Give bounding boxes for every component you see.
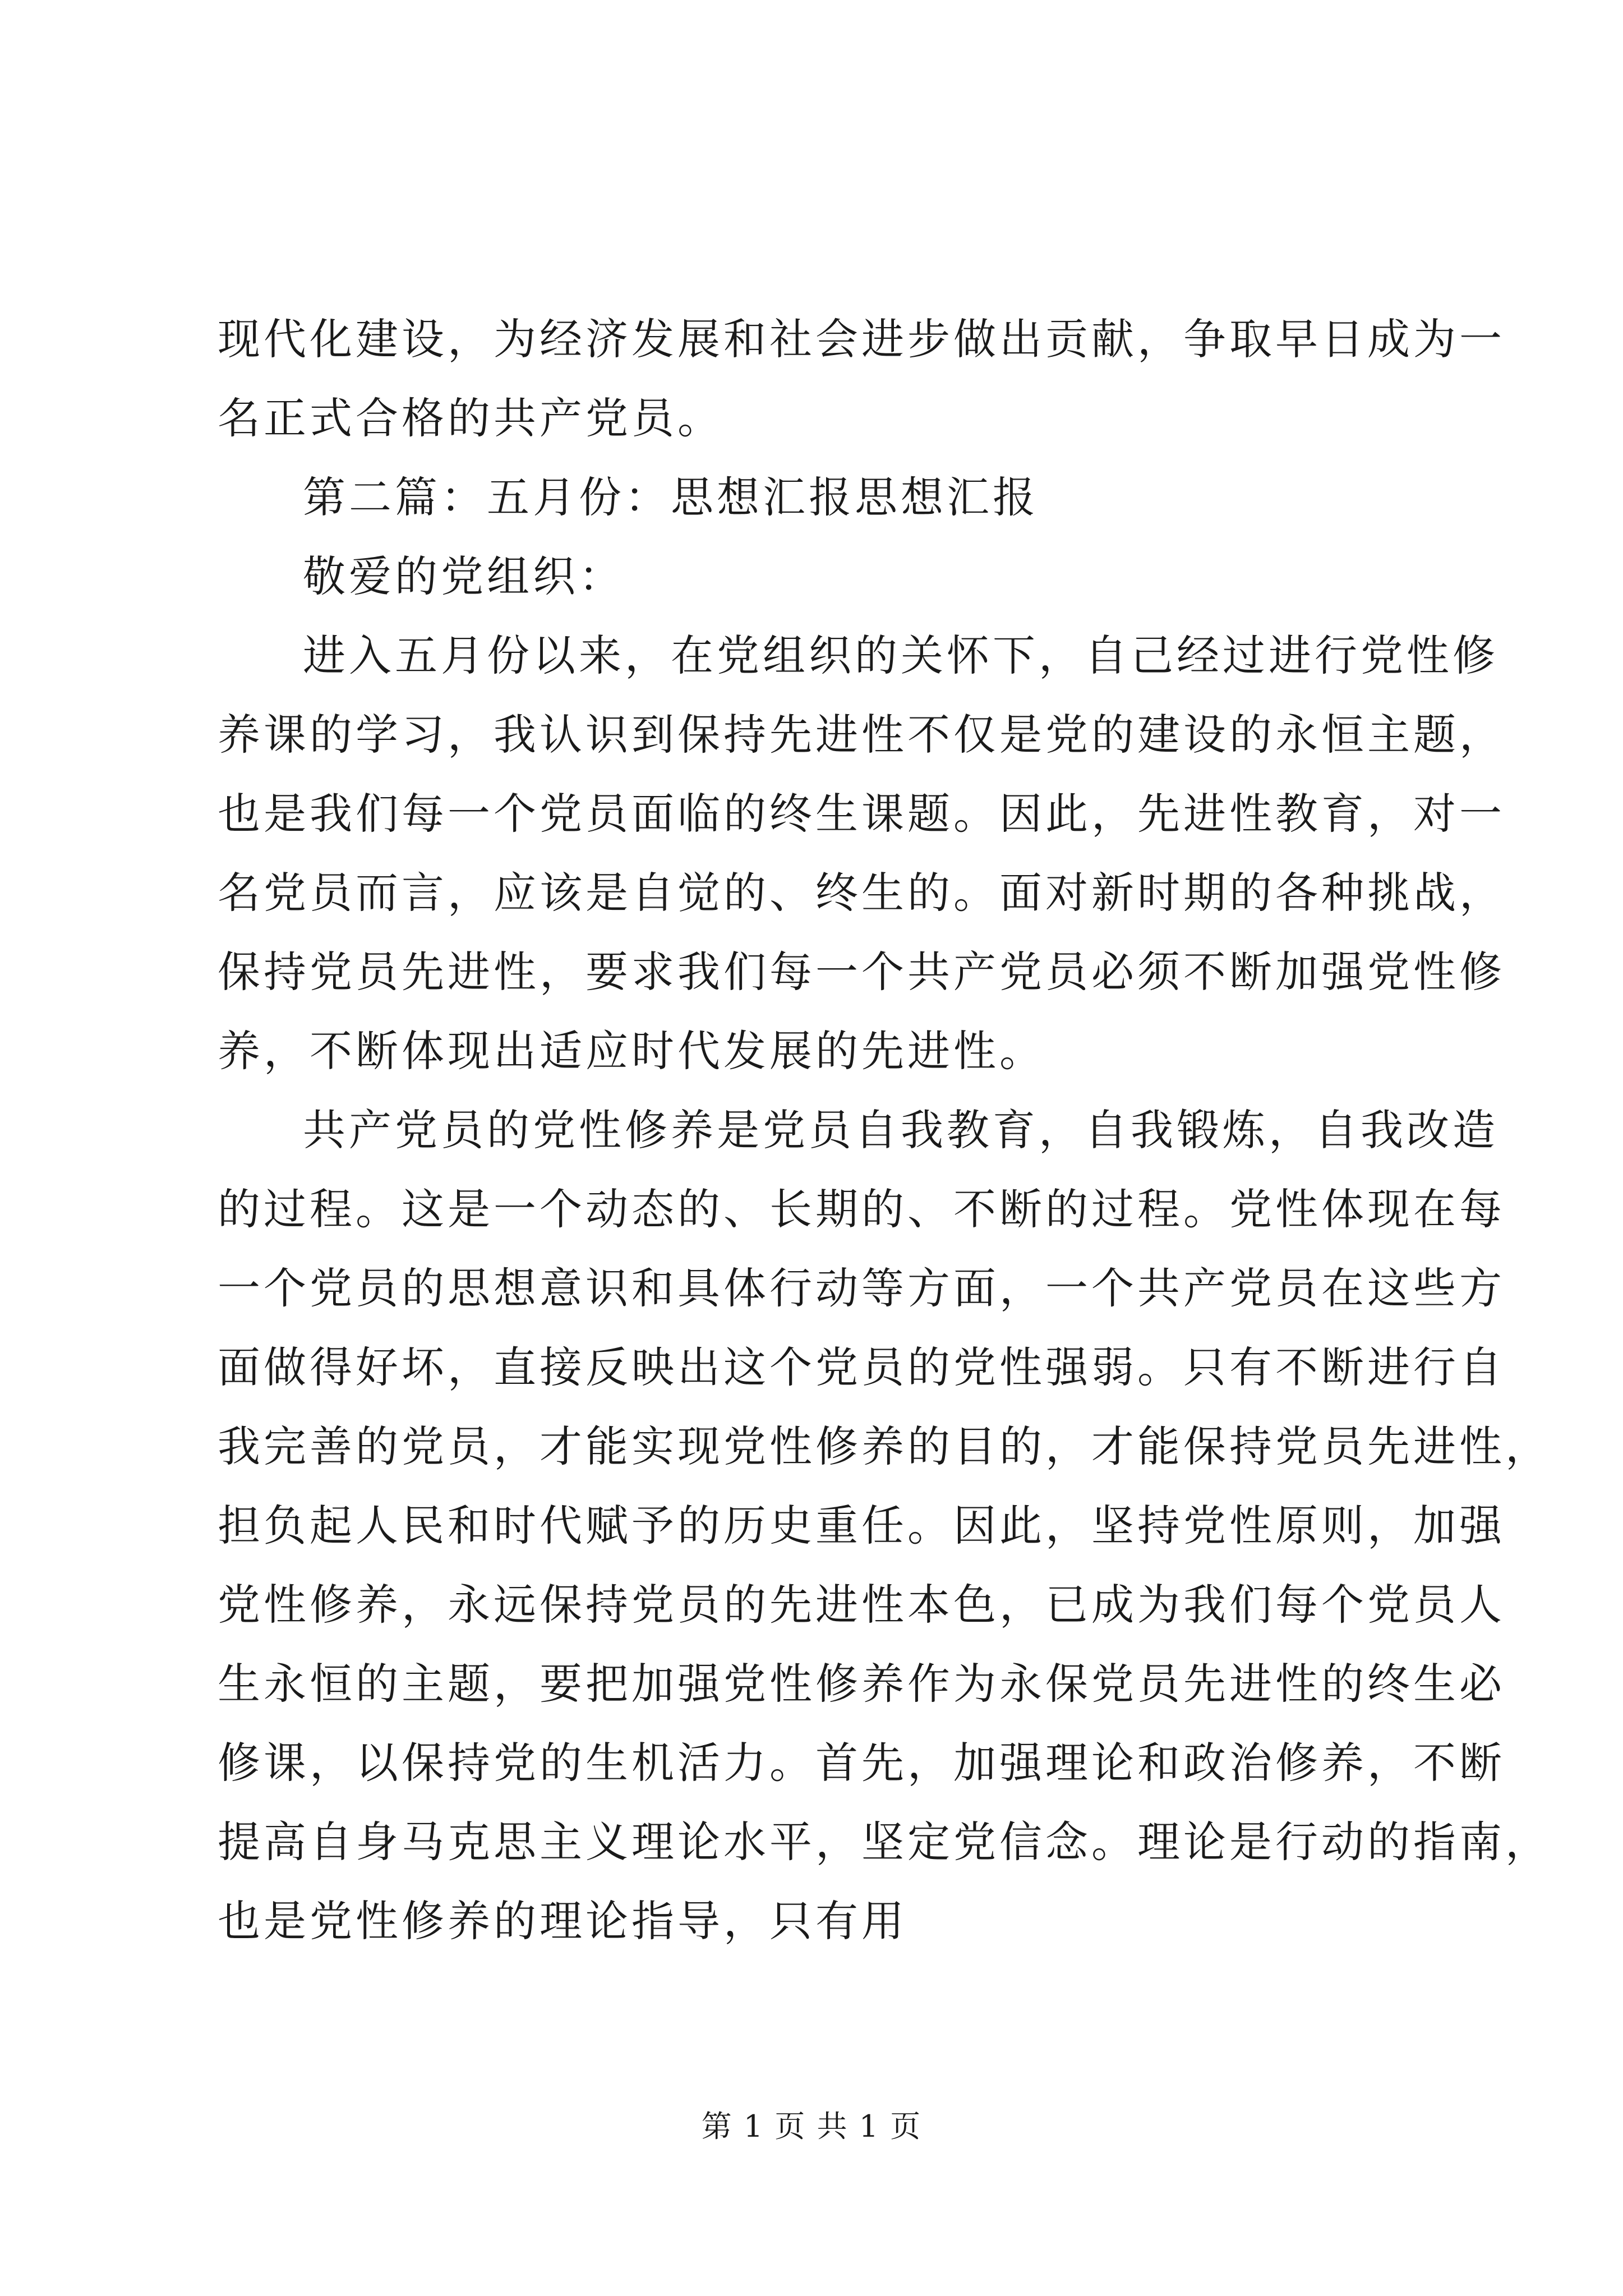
text-line: 一个党员的思想意识和具体行动等方面，一个共产党员在这些方 [218,1263,1505,1313]
page-footer: 第 1 页 共 1 页 [701,2109,922,2144]
text-line: 现代化建设，为经济发展和社会进步做出贡献，争取早日成为一 [218,314,1505,364]
section-title: 第二篇：五月份：思想汇报思想汇报 [303,472,1039,522]
text-line: 我完善的党员，才能实现党性修养的目的，才能保持党员先进性， [218,1421,1551,1471]
text-line: 名正式合格的共产党员。 [218,393,723,443]
text-line: 也是党性修养的理论指导，只有用 [218,1896,907,1946]
text-line: 进入五月份以来，在党组织的关怀下，自己经过进行党性修 [303,631,1498,680]
salutation: 敬爱的党组织： [303,551,625,601]
text-line: 提高自身马克思主义理论水平，坚定党信念。理论是行动的指南， [218,1817,1551,1867]
text-line: 养课的学习，我认识到保持先进性不仅是党的建设的永恒主题， [218,710,1505,760]
text-line: 保持党员先进性，要求我们每一个共产党员必须不断加强党性修 [218,947,1505,997]
text-line: 名党员而言，应该是自觉的、终生的。面对新时期的各种挑战， [218,868,1505,918]
text-line: 的过程。这是一个动态的、长期的、不断的过程。党性体现在每 [218,1184,1505,1234]
text-line: 面做得好坏，直接反映出这个党员的党性强弱。只有不断进行自 [218,1342,1505,1392]
text-line: 担负起人民和时代赋予的历史重任。因此，坚持党性原则，加强 [218,1501,1505,1550]
text-line: 养，不断体现出适应时代发展的先进性。 [218,1026,1045,1076]
text-line: 生永恒的主题，要把加强党性修养作为永保党员先进性的终生必 [218,1659,1505,1709]
text-line: 修课，以保持党的生机活力。首先，加强理论和政治修养，不断 [218,1738,1505,1788]
text-line: 党性修养，永远保持党员的先进性本色，已成为我们每个党员人 [218,1580,1505,1630]
text-line: 也是我们每一个党员面临的终生课题。因此，先进性教育，对一 [218,789,1505,839]
text-line: 共产党员的党性修养是党员自我教育，自我锻炼，自我改造 [303,1105,1498,1155]
